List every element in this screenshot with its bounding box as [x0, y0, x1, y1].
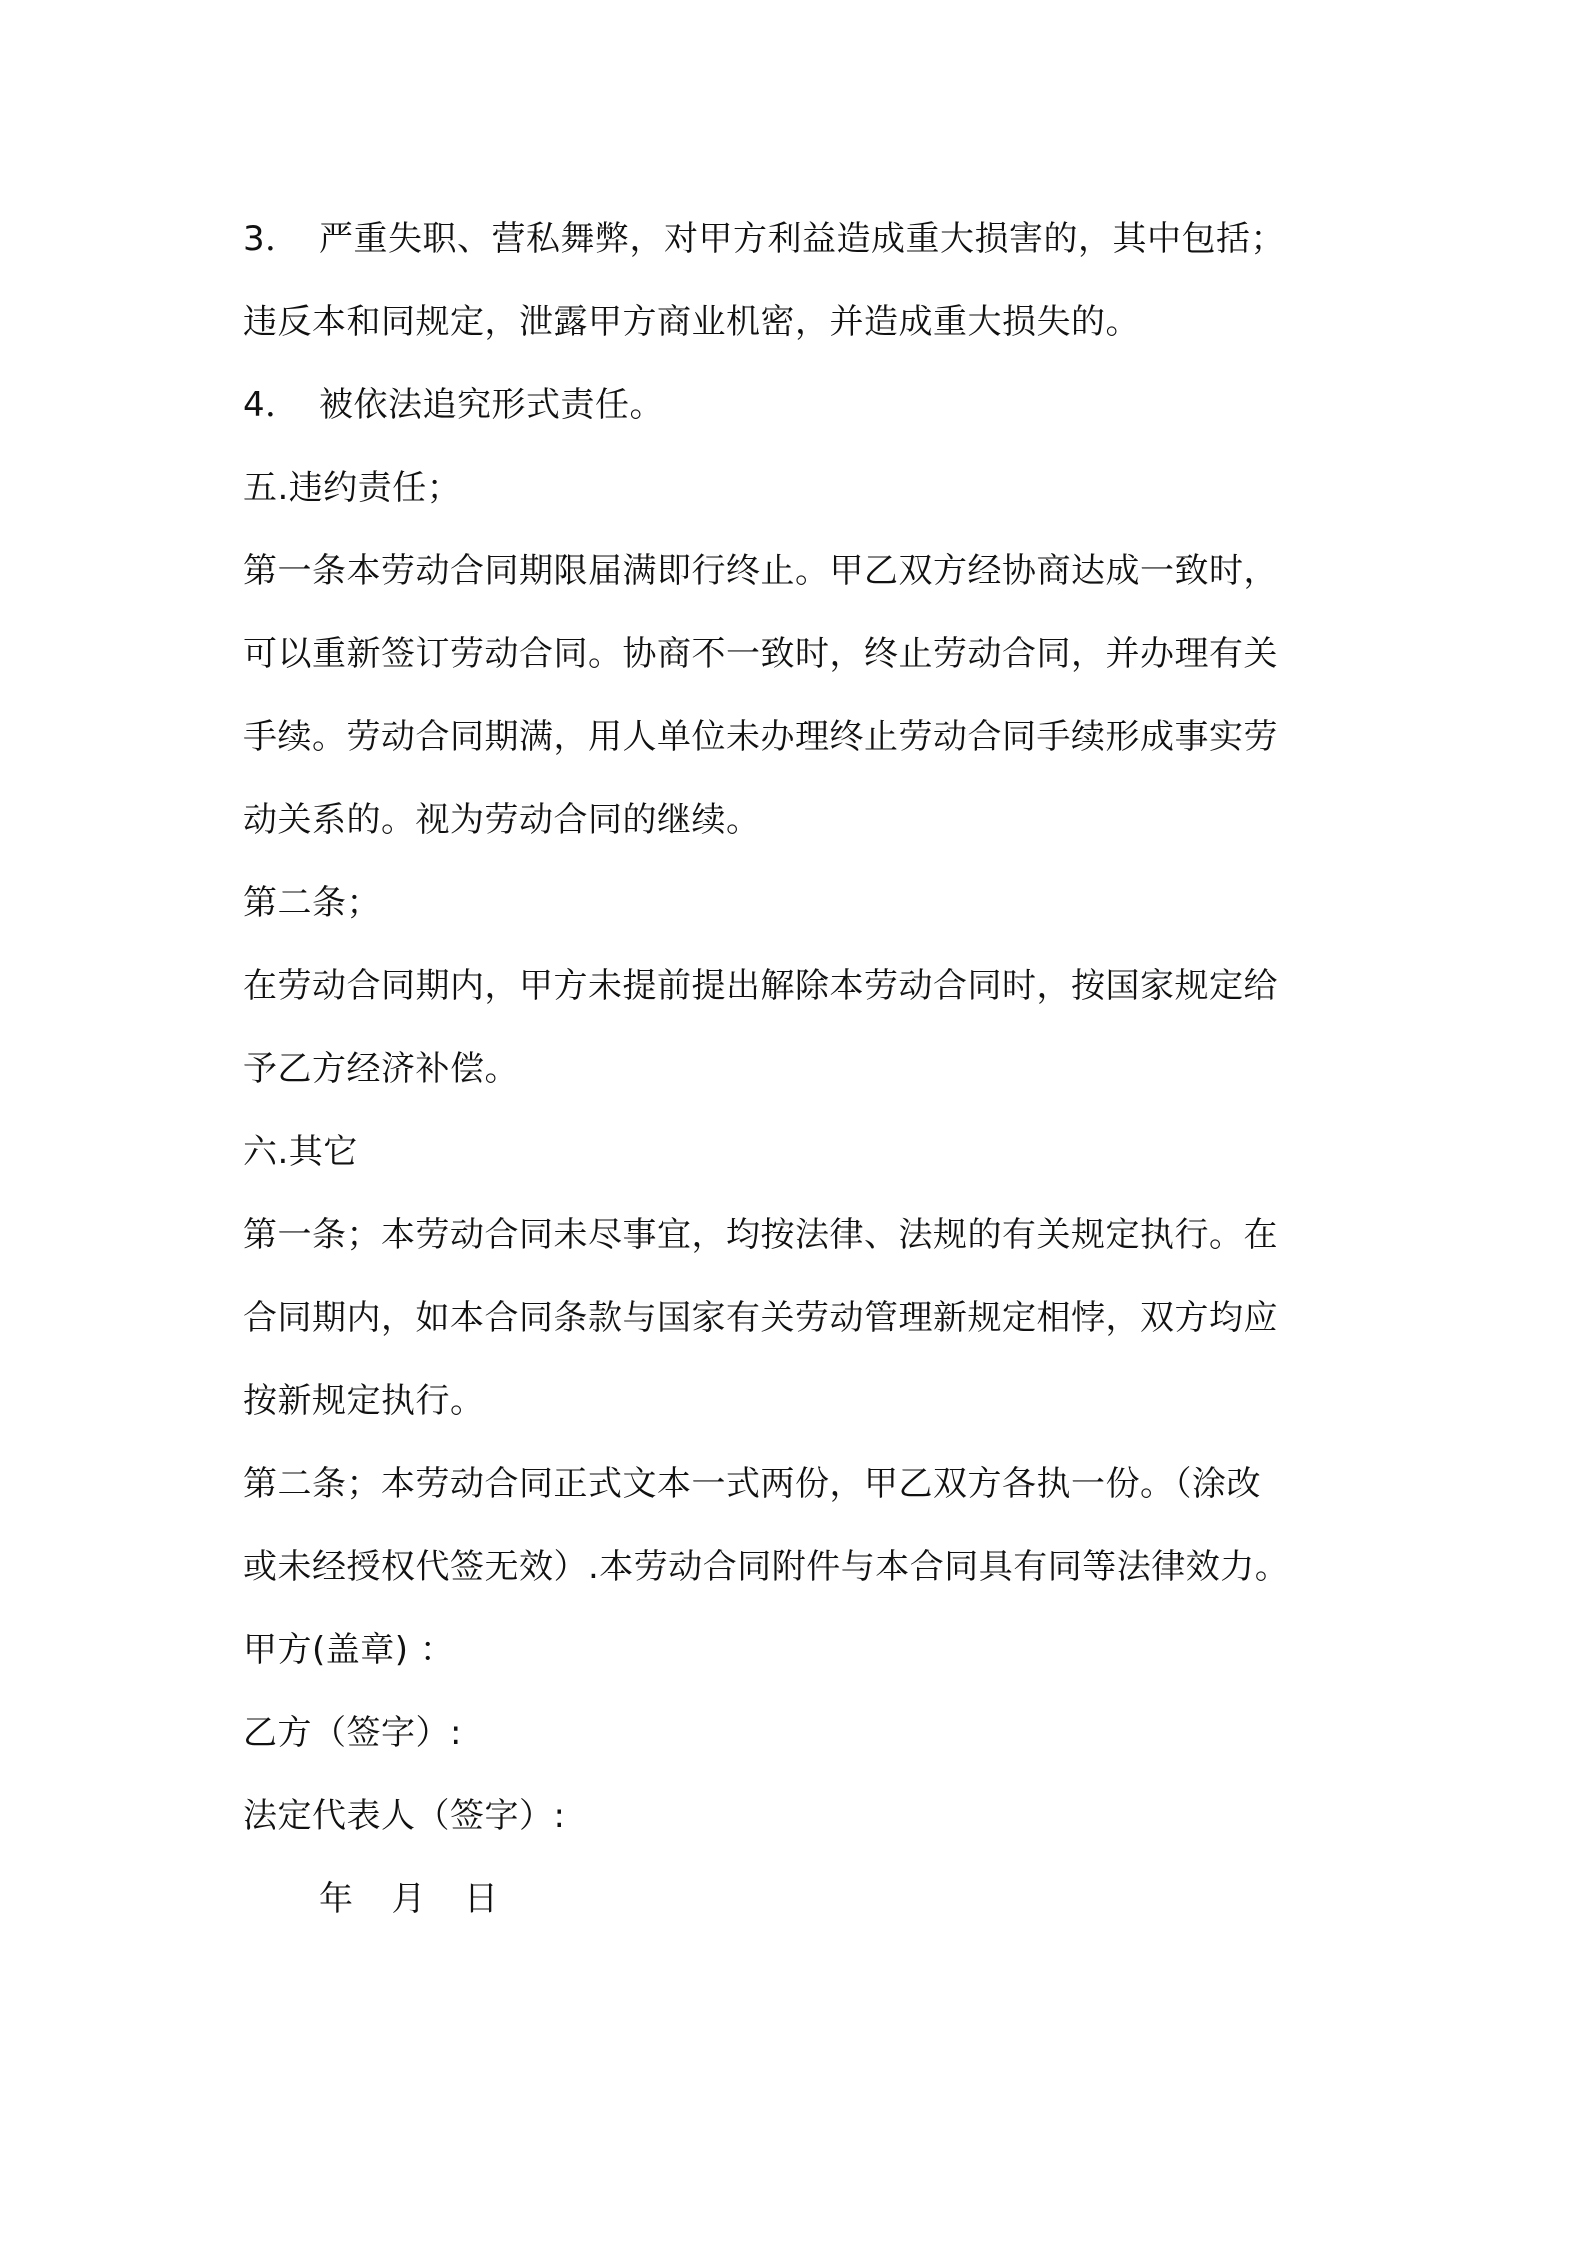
section-6-heading: 六.其它	[243, 1132, 358, 1172]
clause-4-number: 4．	[243, 385, 300, 425]
clause-3-text-1: 严重失职、营私舞弊，对甲方利益造成重大损害的，其中包括；	[319, 219, 1285, 259]
contract-text	[243, 198, 1363, 1941]
section-5-article-2-line-2: 予乙方经济补偿。	[243, 1049, 519, 1089]
party-b-signature: 乙方（签字）:	[243, 1713, 462, 1753]
date-day: 日	[464, 1879, 499, 1919]
party-a-seal: 甲方(盖章) ：	[243, 1630, 455, 1670]
clause-4-text: 被依法追究形式责任。	[319, 385, 664, 425]
clause-3-number: 3．	[243, 219, 300, 259]
section-5-article-2-heading: 第二条；	[243, 883, 381, 923]
section-5-article-1-line-3: 手续。劳动合同期满，用人单位未办理终止劳动合同手续形成事实劳	[243, 717, 1278, 757]
section-5-heading: 五.违约责任；	[243, 468, 462, 508]
section-5-article-1-line-2: 可以重新签订劳动合同。协商不一致时，终止劳动合同，并办理有关	[243, 634, 1278, 674]
section-6-article-1-line-3: 按新规定执行。	[243, 1381, 485, 1421]
clause-3-line-1	[243, 198, 1363, 281]
section-5-article-1-line-4: 动关系的。视为劳动合同的继续。	[243, 800, 761, 840]
signature-date	[243, 1858, 1363, 1941]
section-6-article-2-line-2: 或未经授权代签无效）.本劳动合同附件与本合同具有同等法律效力。	[243, 1547, 1290, 1587]
clause-3-line-2: 违反本和同规定，泄露甲方商业机密，并造成重大损失的。	[243, 302, 1140, 342]
section-5-article-2-line-1: 在劳动合同期内，甲方未提前提出解除本劳动合同时，按国家规定给	[243, 966, 1278, 1006]
section-6-article-1-line-1: 第一条；本劳动合同未尽事宜，均按法律、法规的有关规定执行。在	[243, 1215, 1278, 1255]
clause-4-line	[243, 364, 1363, 447]
section-6-article-1-line-2: 合同期内，如本合同条款与国家有关劳动管理新规定相悖，双方均应	[243, 1298, 1278, 1338]
section-5-article-1-line-1: 第一条本劳动合同期限届满即行终止。甲乙双方经协商达成一致时，	[243, 551, 1278, 591]
date-year: 年	[319, 1879, 354, 1919]
date-month: 月	[391, 1879, 426, 1919]
section-6-article-2-line-1: 第二条；本劳动合同正式文本一式两份，甲乙双方各执一份。（涂改	[243, 1464, 1261, 1504]
legal-representative-signature: 法定代表人（签字）:	[243, 1796, 566, 1836]
